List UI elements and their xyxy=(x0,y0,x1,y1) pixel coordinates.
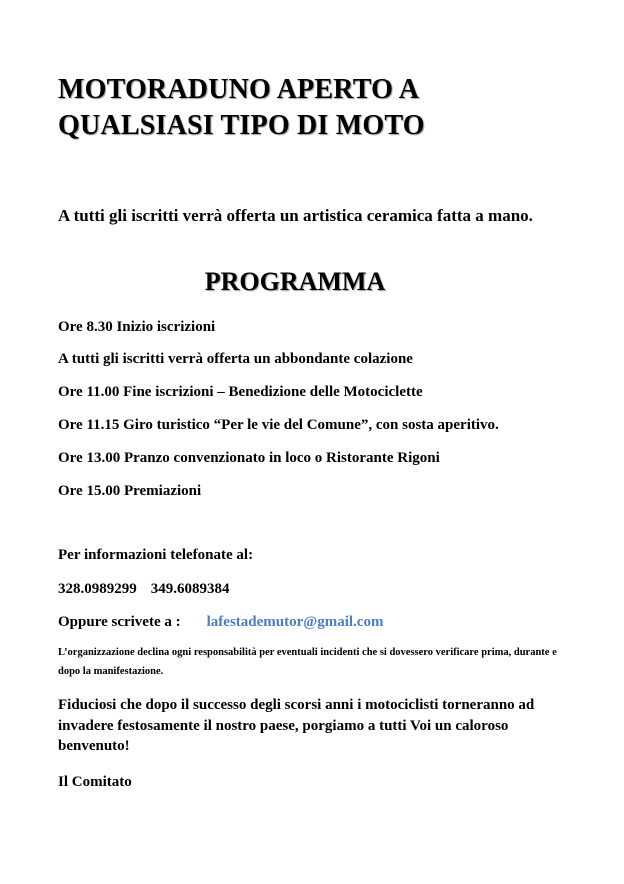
program-item: Ore 8.30 Inizio iscrizioni xyxy=(58,319,216,335)
program-item: Ore 11.15 Giro turistico “Per le vie del Comune”, con sosta aperitivo. xyxy=(58,417,499,433)
intro-text: A tutti gli iscritti verrà offerta un artistica ceramica fatta a mano. xyxy=(58,206,533,225)
disclaimer-text: L’organizzazione declina ogni responsabilità per eventuali incidenti che si dovessero verificare prima, durante e dopo la manifestazione. xyxy=(58,647,557,677)
signature: Il Comitato xyxy=(58,774,132,790)
title-line-1: MOTORADUNO APERTO A xyxy=(58,74,420,105)
program-item: Ore 15.00 Premiazioni xyxy=(58,483,202,499)
info-label: Per informazioni telefonate al: xyxy=(58,547,254,563)
email-link[interactable]: lafestademutor@gmail.com xyxy=(206,614,384,630)
email-line xyxy=(58,612,383,632)
phone-number-1: 328.0989299 xyxy=(58,581,137,597)
program-item: Ore 11.00 Fine iscrizioni – Benedizione delle Motociclette xyxy=(58,384,423,400)
program-item: Ore 13.00 Pranzo convenzionato in loco o Ristorante Rigoni xyxy=(58,450,440,466)
phone-numbers xyxy=(58,579,230,599)
event-title xyxy=(58,72,578,144)
program-heading: PROGRAMMA xyxy=(204,267,386,296)
closing-text: Fiduciosi che dopo il successo degli scorsi anni i motociclisti torneranno ad invadere festosamente il nostro paese, porgiamo a tutti Voi un caloroso benvenuto! xyxy=(58,697,535,754)
phone-number-2: 349.6089384 xyxy=(150,581,230,597)
program-item: A tutti gli iscritti verrà offerta un abbondante colazione xyxy=(58,351,413,367)
title-line-2: QUALSIASI TIPO DI MOTO xyxy=(58,110,425,141)
write-label: Oppure scrivete a : xyxy=(58,614,181,630)
